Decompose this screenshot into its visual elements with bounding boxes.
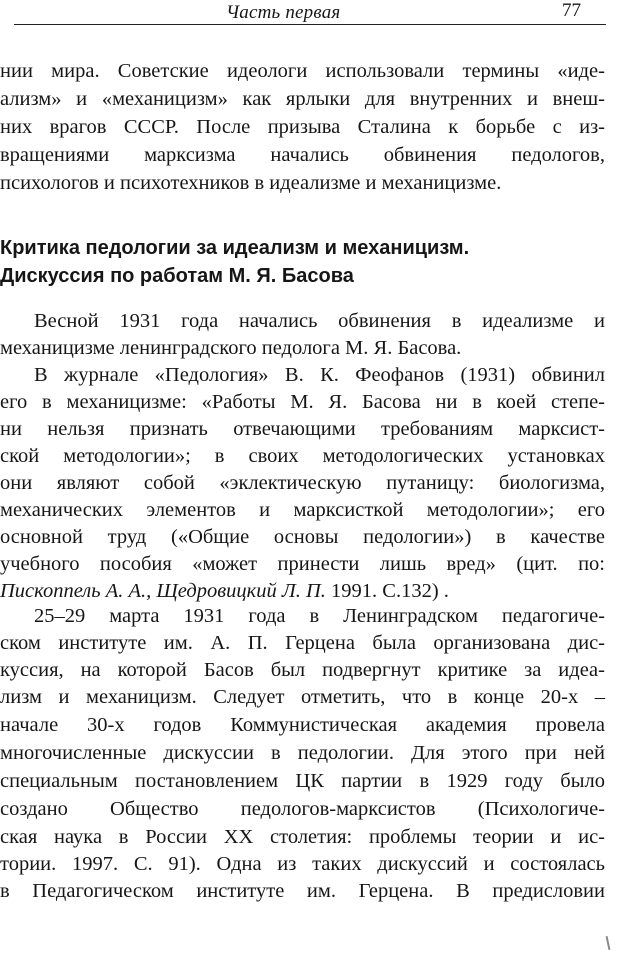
text-line: вращениями марксизма начались обвинения педологов, xyxy=(0,144,605,166)
heading-line: Критика педологии за идеализм и механицизм. xyxy=(0,237,470,259)
text-line: учебного пособия «может принести лишь вред» (цит. по: xyxy=(0,553,605,575)
text-line: ни нельзя признать отвечающими требованиям марксист- xyxy=(0,418,605,440)
text-line: они являют собой «эклектическую путаницу: биологизма, xyxy=(0,472,605,494)
text-line: них врагов СССР. После призыва Сталина к борьбе с из- xyxy=(0,116,605,138)
text-line: механических элементов и марксисткой методологии»; его xyxy=(0,499,605,521)
text-line: куссия, на которой Басов был подвергнут критике за идеа- xyxy=(0,659,605,681)
citation-authors: Пископпель А. А., Щедровицкий Л. П. xyxy=(0,580,326,602)
citation-line xyxy=(0,579,605,605)
text-line: основной труд («Общие основы педологии») в качестве xyxy=(0,526,605,548)
text-line: психологов и психотехников в идеализме и механицизме. xyxy=(0,172,502,194)
scan-artifact xyxy=(606,936,611,950)
text-line: тории. 1997. С. 91). Одна из таких дискуссий и состоялась xyxy=(0,853,605,875)
text-line: ская наука в России XX столетия: проблемы теории и ис- xyxy=(0,826,605,848)
citation-details: 1991. С.132) . xyxy=(325,580,449,602)
text-line: лизм и механицизм. Следует отметить, что в конце 20-х – xyxy=(0,686,605,708)
header-rule xyxy=(14,24,606,25)
text-line: ализм» и «механицизм» как ярлыки для внутренних и внеш- xyxy=(0,88,605,110)
text-line: ском институте им. А. П. Герцена была организована дис- xyxy=(0,632,605,654)
page-number: 77 xyxy=(562,0,581,21)
text-line: нии мира. Советские идеологи использовали термины «иде- xyxy=(0,60,605,82)
text-line: Весной 1931 года начались обвинения в идеализме и xyxy=(34,310,605,332)
text-line: в Педагогическом институте им. Герцена. В предисловии xyxy=(0,880,605,902)
running-header xyxy=(0,0,620,30)
text-line: начале 30-х годов Коммунистическая академия провела xyxy=(0,714,605,736)
text-line: специальным постановлением ЦК партии в 1929 году было xyxy=(0,770,605,792)
text-line: механицизме ленинградского педолога М. Я. Басова. xyxy=(0,337,462,359)
running-title: Часть первая xyxy=(226,2,341,23)
text-line: ской методологии»; в своих методологических установках xyxy=(0,445,605,467)
text-line: В журнале «Педология» В. К. Феофанов (1931) обвинил xyxy=(34,364,605,386)
heading-line: Дискуссия по работам М. Я. Басова xyxy=(0,265,354,287)
text-line: создано Общество педологов-марксистов (Психологиче- xyxy=(0,798,605,820)
text-line: 25–29 марта 1931 года в Ленинградском педагогиче- xyxy=(34,605,605,627)
text-line: многочисленные дискуссии в педологии. Для этого при ней xyxy=(0,742,605,764)
text-line: его в механицизме: «Работы М. Я. Басова ни в коей степе- xyxy=(0,391,605,413)
